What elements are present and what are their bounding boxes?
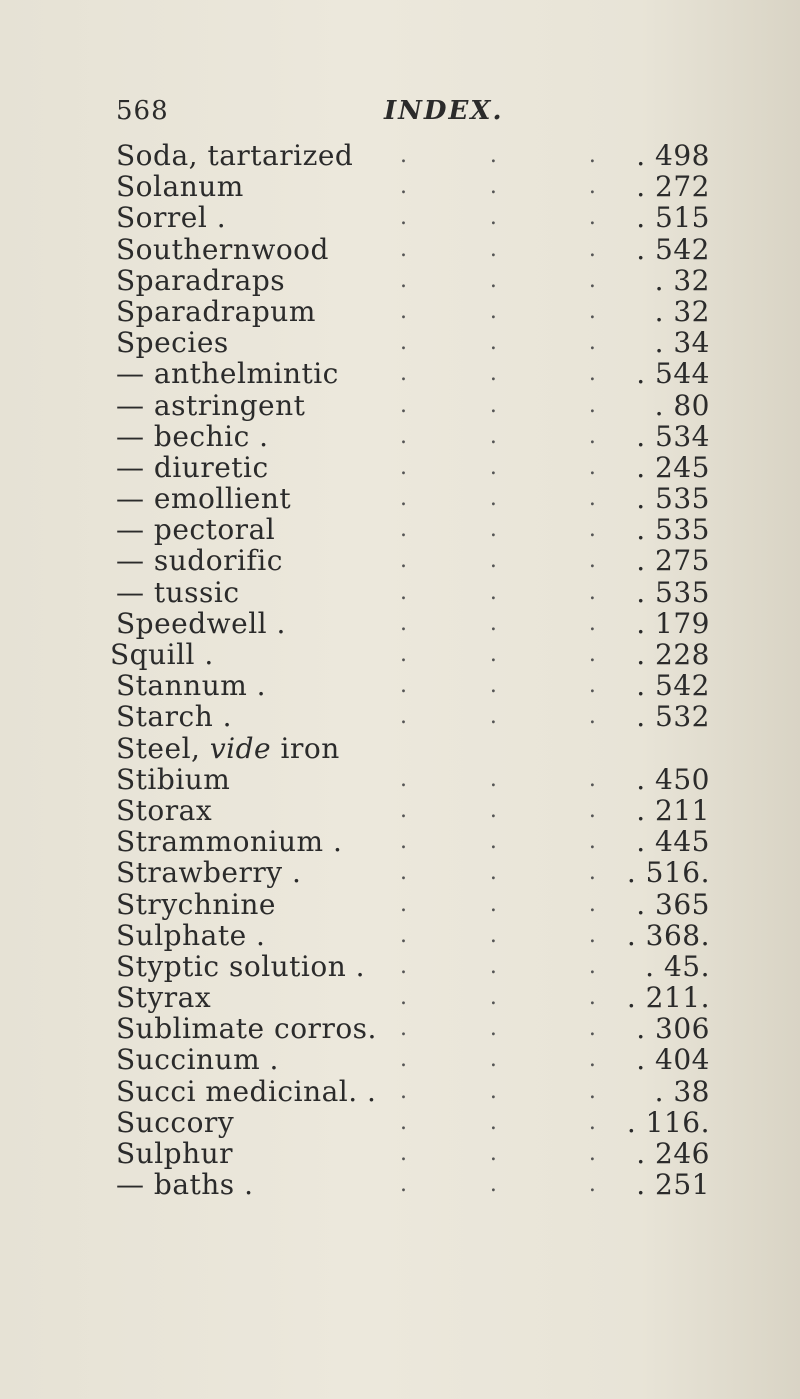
leader-dots: . . .: [400, 517, 598, 543]
entry-term: Solanum: [116, 170, 244, 204]
entry-page: . 535: [636, 482, 710, 516]
entry-term: Storax: [116, 793, 213, 827]
entry-term: — astringent: [116, 388, 306, 422]
index-entry: [0, 421, 800, 452]
leader-dots: . . .: [400, 1109, 598, 1135]
entry-page: . 80: [654, 388, 710, 422]
entry-term: Sulphur: [116, 1137, 234, 1170]
index-entry: [0, 889, 800, 920]
index-entry: [0, 951, 800, 982]
entry-term: Styrax: [116, 981, 212, 1015]
entry-term: Sublimate corros.: [116, 1012, 377, 1046]
entry-term: Stannum .: [116, 669, 267, 703]
leader-dots: . . .: [400, 610, 598, 636]
index-entry: [0, 483, 800, 514]
entry-term: — emollient: [116, 482, 292, 516]
leader-dots: . . .: [400, 642, 598, 667]
page-number: 568: [116, 96, 169, 126]
entry-page: . 450: [636, 762, 710, 796]
index-entry: [0, 234, 800, 265]
leader-dots: . . .: [400, 766, 598, 792]
entry-term: Strychnine: [116, 887, 276, 921]
leader-dots: . . .: [400, 953, 598, 979]
index-entry: [0, 920, 800, 951]
index-entry: [0, 1076, 800, 1107]
leader-dots: . . .: [400, 1172, 598, 1198]
entry-term: Stibium: [116, 762, 231, 796]
entry-page: . 272: [636, 170, 710, 204]
leader-dots: . . .: [400, 1047, 598, 1073]
leader-dots: . . .: [400, 1141, 598, 1166]
entry-page: . 498: [636, 139, 710, 172]
entry-page: . 34: [654, 326, 710, 360]
leader-dots: . . .: [400, 1078, 598, 1104]
entry-term: Succi medicinal. .: [116, 1074, 377, 1108]
entry-term: Species: [116, 326, 229, 360]
entry-term: Styptic solution .: [116, 949, 366, 983]
entry-term: — pectoral: [116, 513, 276, 547]
entry-term: Sparadraps: [116, 263, 286, 297]
entry-page: . 275: [636, 544, 710, 578]
leader-dots: . . .: [400, 361, 598, 387]
entry-term: — anthelmintic: [116, 357, 339, 391]
entry-page: . 228: [636, 638, 710, 671]
index-entry: [0, 826, 800, 857]
entry-page: . 368.: [626, 918, 710, 952]
leader-dots: . . .: [400, 392, 598, 418]
index-entry: [0, 795, 800, 826]
index-entry: [0, 140, 800, 171]
entry-page: . 544: [636, 357, 710, 391]
entry-term: Sulphate .: [116, 918, 266, 952]
index-entry: [0, 452, 800, 483]
leader-dots: . . .: [400, 330, 598, 356]
leader-dots: . . .: [400, 236, 598, 262]
entry-page: . 211.: [626, 981, 710, 1015]
index-entries: [0, 140, 800, 1200]
index-entry: [0, 514, 800, 545]
entry-page: . 32: [654, 294, 710, 328]
index-entry: [0, 608, 800, 639]
entry-term-suffix: iron: [271, 731, 340, 765]
entry-page: . 542: [636, 232, 710, 266]
index-title: INDEX.: [384, 96, 504, 126]
index-entry: [0, 701, 800, 732]
index-entry: [0, 577, 800, 608]
leader-dots: . . .: [400, 267, 598, 293]
entry-page: . 306: [636, 1012, 710, 1046]
index-entry: [0, 1044, 800, 1075]
entry-page: . 535: [636, 513, 710, 547]
leader-dots: . . .: [400, 548, 598, 574]
index-entry: [0, 670, 800, 701]
leader-dots: . . .: [400, 891, 598, 917]
leader-dots: . . .: [400, 829, 598, 855]
entry-page: . 251: [636, 1168, 710, 1202]
entry-page: . 45.: [645, 949, 710, 983]
leader-dots: . . .: [400, 174, 598, 200]
leader-dots: . . .: [400, 143, 598, 168]
index-entry: [0, 358, 800, 389]
entry-term: Succinum .: [116, 1043, 279, 1077]
leader-dots: . . .: [400, 486, 598, 512]
entry-page: . 515: [636, 201, 710, 235]
leader-dots: . . .: [400, 423, 598, 449]
entry-page: . 542: [636, 669, 710, 703]
index-entry: [0, 296, 800, 327]
entry-term: [116, 733, 340, 764]
entry-term: Speedwell .: [116, 606, 286, 640]
entry-term: Sparadrapum: [116, 294, 316, 328]
index-entry: [0, 327, 800, 358]
leader-dots: . . .: [400, 454, 598, 480]
index-entry: [0, 545, 800, 576]
entry-term: Strammonium .: [116, 825, 343, 859]
index-entry: [0, 1107, 800, 1138]
entry-term: — bechic .: [116, 419, 269, 453]
entry-page: . 534: [636, 419, 710, 453]
entry-term: Strawberry .: [116, 856, 302, 890]
page-header: [116, 96, 676, 136]
entry-page: . 32: [654, 263, 710, 297]
entry-term: Southernwood: [116, 232, 329, 266]
entry-page: . 532: [636, 700, 710, 734]
index-entry: [0, 733, 800, 764]
entry-term: — tussic: [116, 575, 240, 609]
index-entry: [0, 764, 800, 795]
entry-term: Squill .: [110, 638, 214, 671]
entry-term: — diuretic: [116, 450, 269, 484]
entry-page: . 404: [636, 1043, 710, 1077]
entry-term: Soda, tartarized: [116, 139, 354, 172]
leader-dots: . . .: [400, 673, 598, 699]
entry-page: . 445: [636, 825, 710, 859]
leader-dots: . . .: [400, 922, 598, 948]
index-entry: [0, 1013, 800, 1044]
entry-term: — sudorific: [116, 544, 283, 578]
entry-term: — baths .: [116, 1168, 254, 1202]
leader-dots: . . .: [400, 704, 598, 730]
entry-page: . 179: [636, 606, 710, 640]
entry-page: . 116.: [626, 1105, 710, 1139]
entry-term: Starch .: [116, 700, 233, 734]
index-entry: [0, 1169, 800, 1200]
entry-page: . 535: [636, 575, 710, 609]
leader-dots: . . .: [400, 797, 598, 823]
index-entry: [0, 982, 800, 1013]
entry-page: . 211: [636, 793, 710, 827]
index-entry: [0, 1138, 800, 1169]
index-entry: [0, 202, 800, 233]
leader-dots: . . .: [400, 985, 598, 1011]
entry-page: . 516.: [626, 856, 710, 890]
entry-term-prefix: Steel,: [116, 731, 210, 765]
entry-term-italic: vide: [209, 731, 272, 765]
entry-page: . 365: [636, 887, 710, 921]
index-entry: [0, 171, 800, 202]
entry-term: Succory: [116, 1105, 235, 1139]
leader-dots: . . .: [400, 1016, 598, 1042]
leader-dots: . . .: [400, 579, 598, 605]
index-entry: [0, 390, 800, 421]
entry-page: . 246: [636, 1137, 710, 1170]
entry-term: Sorrel .: [116, 201, 227, 235]
leader-dots: . . .: [400, 298, 598, 324]
leader-dots: . . .: [400, 205, 598, 231]
index-entry: [0, 265, 800, 296]
entry-page: . 245: [636, 450, 710, 484]
entry-page: . 38: [654, 1074, 710, 1108]
leader-dots: . . .: [400, 860, 598, 886]
index-entry: [0, 639, 800, 670]
index-entry: [0, 857, 800, 888]
